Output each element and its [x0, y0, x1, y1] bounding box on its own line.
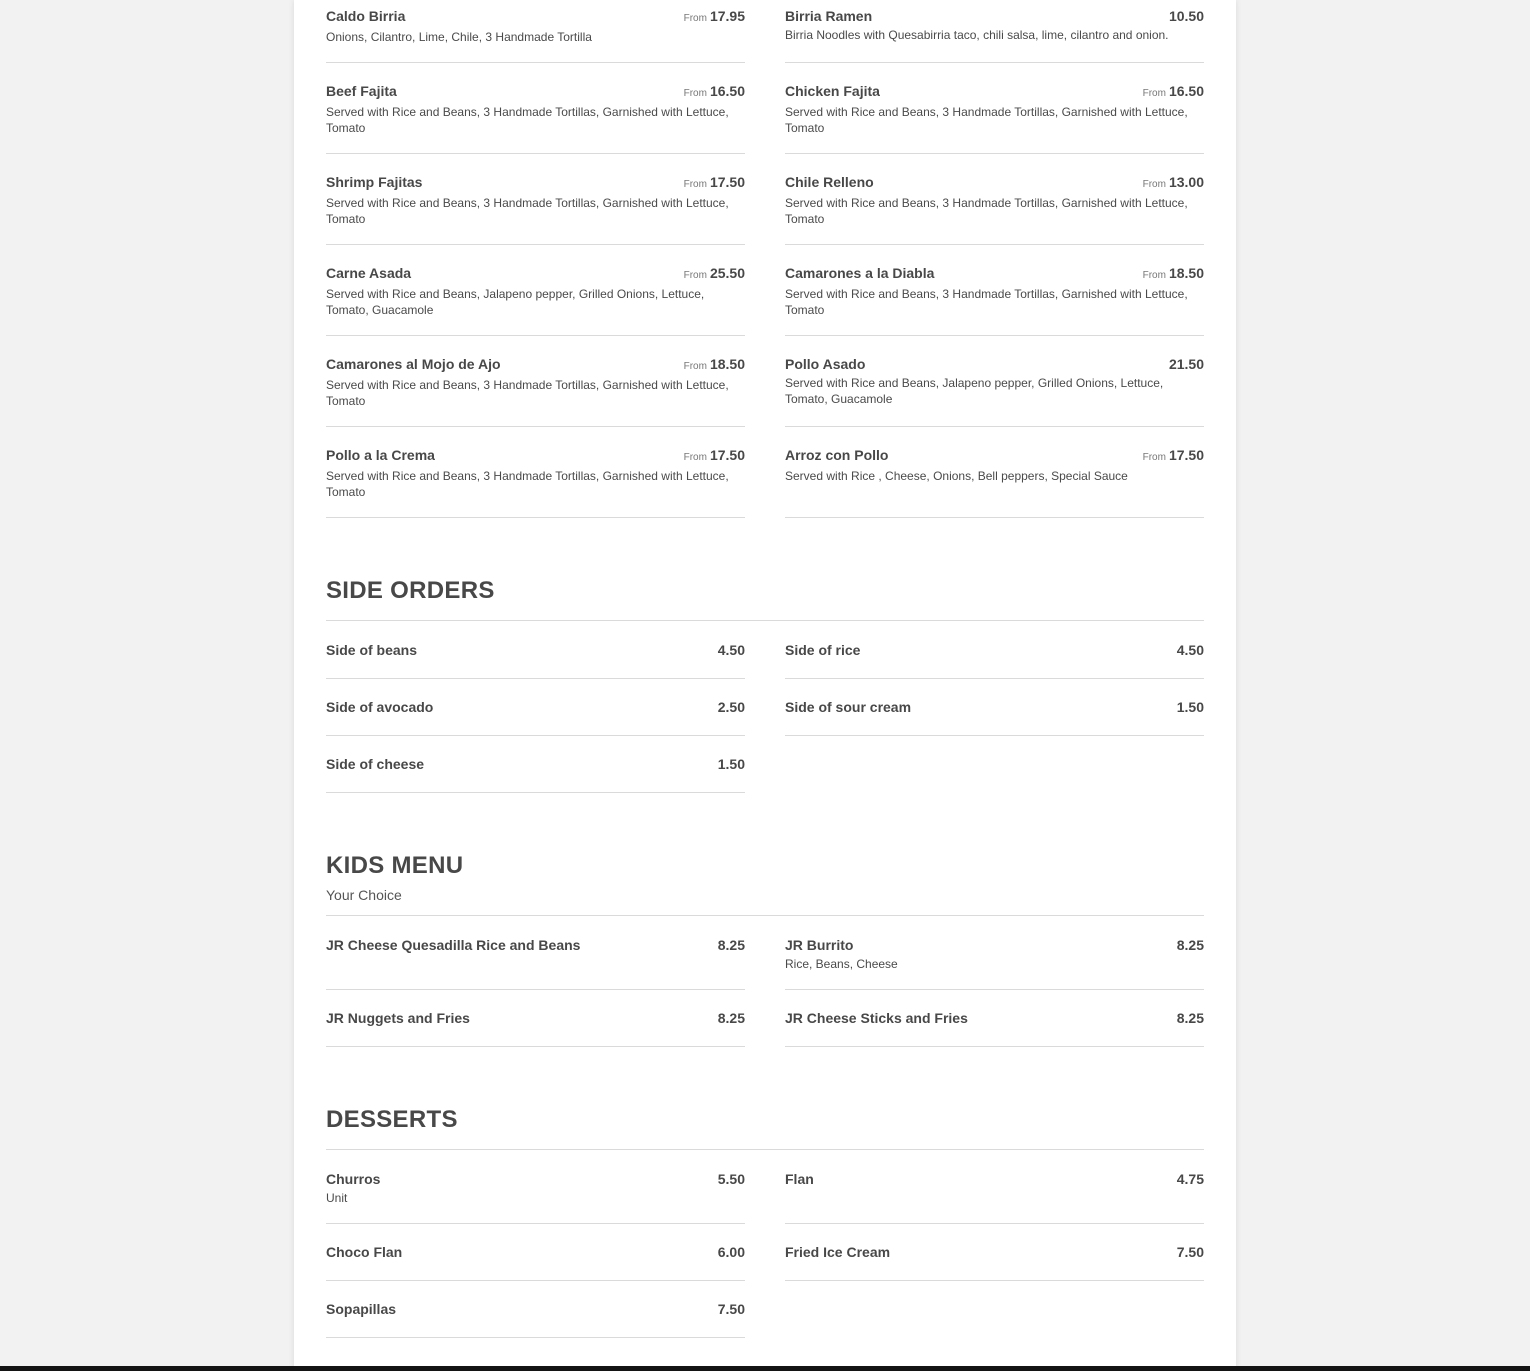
item-name: JR Burrito	[785, 937, 854, 953]
item-description: Served with Rice and Beans, 3 Handmade Tortillas, Garnished with Lettuce, Tomato	[326, 378, 729, 408]
item-price: From 18.50	[683, 356, 745, 372]
item-description: Unit	[326, 1191, 348, 1205]
item-price: 7.50	[717, 1301, 745, 1317]
item-price: 8.25	[1176, 937, 1204, 953]
item-description: Served with Rice and Beans, 3 Handmade Tortillas, Garnished with Lettuce, Tomato	[785, 287, 1188, 317]
item-description: Served with Rice and Beans, 3 Handmade Tortillas, Garnished with Lettuce, Tomato	[785, 105, 1188, 135]
item-description: Served with Rice and Beans, 3 Handmade Tortillas, Garnished with Lettuce, Tomato	[326, 469, 729, 499]
item-price: From 16.50	[1142, 83, 1204, 99]
menu-item[interactable]	[326, 1167, 745, 1224]
item-price: 4.75	[1176, 1171, 1204, 1187]
item-price: 10.50	[1168, 8, 1204, 24]
item-description: Served with Rice and Beans, 3 Handmade Tortillas, Garnished with Lettuce, Tomato	[326, 105, 729, 135]
item-name: Camarones a la Diabla	[785, 265, 935, 281]
item-name: Chile Relleno	[785, 174, 874, 190]
item-name: Side of cheese	[326, 756, 425, 772]
item-price: From 17.50	[683, 174, 745, 190]
menu-item[interactable]	[785, 352, 1204, 427]
menu-item[interactable]	[785, 443, 1204, 518]
section-title-kids-menu: KIDS MENU	[326, 852, 464, 879]
item-name: JR Nuggets and Fries	[326, 1010, 470, 1026]
item-name: Pollo Asado	[785, 356, 866, 372]
item-name: Fried Ice Cream	[785, 1244, 891, 1260]
item-name: Choco Flan	[326, 1244, 403, 1260]
item-name: Sopapillas	[326, 1301, 397, 1317]
item-name: Side of avocado	[326, 699, 434, 715]
item-price: 6.00	[717, 1244, 745, 1260]
section-divider	[326, 1149, 1204, 1150]
item-name: Camarones al Mojo de Ajo	[326, 356, 501, 372]
menu-item[interactable]	[326, 1297, 745, 1338]
item-price: 21.50	[1168, 356, 1204, 372]
item-price: 8.25	[717, 937, 745, 953]
item-description: Onions, Cilantro, Lime, Chile, 3 Handmade Tortilla	[326, 30, 592, 44]
item-name: Churros	[326, 1171, 381, 1187]
from-label: From	[1142, 179, 1166, 190]
item-price: 8.25	[1176, 1010, 1204, 1026]
menu-item[interactable]	[326, 933, 745, 990]
item-name: Caldo Birria	[326, 8, 406, 24]
menu-item[interactable]	[785, 4, 1204, 63]
from-label: From	[1142, 452, 1166, 463]
item-name: JR Cheese Quesadilla Rice and Beans	[326, 937, 581, 953]
item-price: 4.50	[1176, 642, 1204, 658]
item-price: From 18.50	[1142, 265, 1204, 281]
item-price: 4.50	[717, 642, 745, 658]
from-label: From	[683, 13, 707, 24]
item-name: Side of rice	[785, 642, 861, 658]
item-description: Served with Rice and Beans, 3 Handmade Tortillas, Garnished with Lettuce, Tomato	[326, 196, 729, 226]
item-price: 2.50	[717, 699, 745, 715]
item-description: Rice, Beans, Cheese	[785, 957, 898, 971]
item-name: Shrimp Fajitas	[326, 174, 423, 190]
section-subtitle: Your Choice	[326, 887, 402, 903]
item-price: From 17.95	[683, 8, 745, 24]
item-name: Birria Ramen	[785, 8, 873, 24]
menu-item[interactable]	[326, 79, 745, 154]
section-title-desserts: DESSERTS	[326, 1106, 458, 1133]
menu-item[interactable]	[326, 4, 745, 63]
menu-item[interactable]	[785, 1167, 1204, 1224]
item-description: Served with Rice and Beans, Jalapeno pepper, Grilled Onions, Lettuce, Tomato, Guacamole	[785, 376, 1164, 406]
item-description: Served with Rice , Cheese, Onions, Bell peppers, Special Sauce	[785, 469, 1128, 483]
item-price: 1.50	[717, 756, 745, 772]
menu-item[interactable]	[785, 695, 1204, 736]
section-divider	[326, 915, 1204, 916]
item-price: From 13.00	[1142, 174, 1204, 190]
from-label: From	[683, 361, 707, 372]
menu-item[interactable]	[326, 1006, 745, 1047]
item-name: Beef Fajita	[326, 83, 397, 99]
section-divider	[326, 620, 1204, 621]
menu-item[interactable]	[785, 1006, 1204, 1047]
menu-item[interactable]	[785, 638, 1204, 679]
menu-item[interactable]	[785, 1240, 1204, 1281]
item-name: Carne Asada	[326, 265, 412, 281]
menu-item[interactable]	[785, 170, 1204, 245]
item-name: Side of sour cream	[785, 699, 912, 715]
menu-item[interactable]	[326, 638, 745, 679]
from-label: From	[683, 270, 707, 281]
item-price: From 17.50	[1142, 447, 1204, 463]
bottom-bar	[0, 1366, 1530, 1371]
menu-item[interactable]	[326, 752, 745, 793]
item-description: Served with Rice and Beans, 3 Handmade Tortillas, Garnished with Lettuce, Tomato	[785, 196, 1188, 226]
item-description: Birria Noodles with Quesabirria taco, chili salsa, lime, cilantro and onion.	[785, 28, 1169, 42]
from-label: From	[683, 179, 707, 190]
item-name: JR Cheese Sticks and Fries	[785, 1010, 968, 1026]
item-price: 5.50	[717, 1171, 745, 1187]
section-title-side-orders: SIDE ORDERS	[326, 577, 495, 604]
item-name: Arroz con Pollo	[785, 447, 889, 463]
menu-item[interactable]	[326, 170, 745, 245]
item-name: Flan	[785, 1171, 814, 1187]
from-label: From	[683, 452, 707, 463]
from-label: From	[1142, 270, 1166, 281]
item-price: 1.50	[1176, 699, 1204, 715]
menu-item[interactable]	[326, 352, 745, 427]
menu-item[interactable]	[785, 933, 1204, 990]
item-price: From 25.50	[683, 265, 745, 281]
menu-item[interactable]	[326, 1240, 745, 1281]
from-label: From	[683, 88, 707, 99]
item-price: From 16.50	[683, 83, 745, 99]
menu-item[interactable]	[785, 79, 1204, 154]
menu-item[interactable]	[785, 261, 1204, 336]
item-name: Chicken Fajita	[785, 83, 880, 99]
item-price: 7.50	[1176, 1244, 1204, 1260]
from-label: From	[1142, 88, 1166, 99]
menu-item[interactable]	[326, 695, 745, 736]
item-price: From 17.50	[683, 447, 745, 463]
item-name: Side of beans	[326, 642, 418, 658]
menu-item[interactable]	[326, 261, 745, 336]
item-description: Served with Rice and Beans, Jalapeno pepper, Grilled Onions, Lettuce, Tomato, Guacamole	[326, 287, 705, 317]
menu-item[interactable]	[326, 443, 745, 518]
item-price: 8.25	[717, 1010, 745, 1026]
item-name: Pollo a la Crema	[326, 447, 435, 463]
